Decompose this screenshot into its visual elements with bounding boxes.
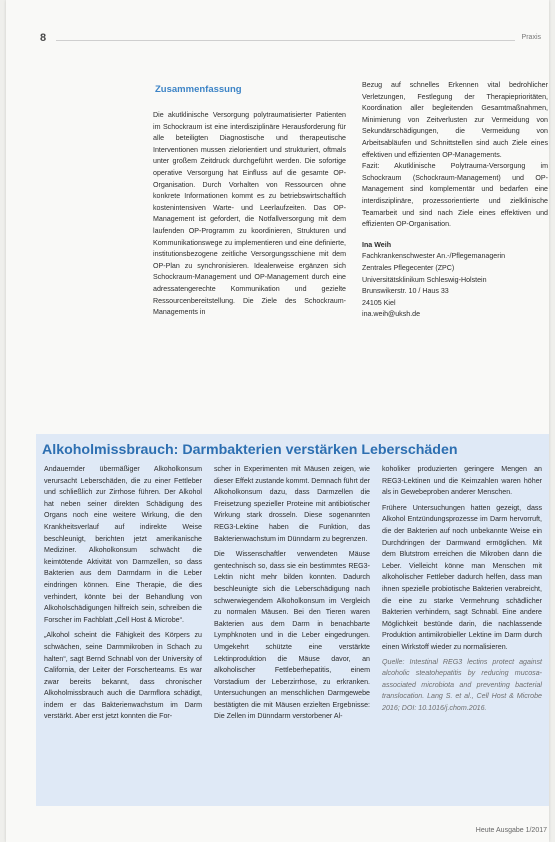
- news-box: [36, 434, 549, 806]
- news-paragraph: Frühere Untersuchungen hatten gezeigt, dass Alkohol Entzündungsprozesse im Darm hervorruft, die der Bakterien auf noch unbekannte Weise ein Durchdringen der Darmwand ermöglichen. Mit dem Blutstrom erreichen die Mikroben dann die Leber. Vielleicht könne man Menschen mit alkoholischer Fettleber dadurch helfen, dass man ihnen spezielle probiotische Bakterien verabreicht, die eine zu starke Vermehrung schädlicher Bakterien verhindern, sagt Schnabl. Eine andere Möglichkeit bestünde darin, die nachlassende Produktion antimikrobieller Lektine im Darm durch einen Wirkstoff wieder zu normalisieren.: [382, 503, 542, 651]
- summary-title: Zusammenfassung: [155, 84, 242, 95]
- summary-column-1: [153, 110, 346, 319]
- header-rule: [56, 40, 515, 41]
- news-paragraph: Andauernder übermäßiger Alkoholkonsum verursacht Leberschäden, die zu einer Fettleber und schließlich zur Zirrhose führen. Der Alkohol hat neben seiner direkten Schädigung des Organs noch eine weitere Wirkung, die den Krankheitsverlauf auf indirekte Weise beschleunigt, berichten jetzt amerikanische Mediziner. Alkoholkonsum schwächt die keimtötende Aktivität von Darmzellen, so dass Bakterien aus dem Darmdarm in die Leber eindringen können. Eine Therapie, die dies verhindert, könnte bei der Behandlung von Alkoholschädigungen hilfreich sein, schreiben die Forscher im Fachblatt „Cell Host & Microbe“.: [44, 465, 202, 624]
- summary-column-2: [362, 80, 548, 321]
- news-paragraph: koholiker produzierten geringere Mengen an REG3-Lektinen und die Keimzahlen waren höher als in Gewebeproben anderer Menschen.: [382, 465, 542, 497]
- author-street: Brunswikerstr. 10 / Haus 33: [362, 287, 449, 296]
- author-email[interactable]: ina.weih@uksh.de: [362, 310, 421, 319]
- author-city: 24105 Kiel: [362, 298, 396, 307]
- running-head: Praxis: [521, 34, 541, 41]
- news-column-1: [44, 464, 202, 723]
- author-institution: Universitätsklinikum Schleswig-Holstein: [362, 275, 487, 284]
- author-title: Fachkrankenschwester An.-/Pflegemanagerin: [362, 252, 506, 261]
- author-name: Ina Weih: [362, 240, 392, 249]
- news-box-title: Alkoholmissbrauch: Darmbakterien verstärken Leberschäden: [42, 442, 458, 458]
- news-paragraph: scher in Experimenten mit Mäusen zeigen, wie dieser Effekt zustande kommt. Demnach führt der Alkoholkonsum dazu, dass Darmzellen die Freisetzung spezieller Proteine mit antibiotischer Wirkung stark drosseln. Diese sogenannten REG3-Lektine haben die Funktion, das Bakterienwachstum im Dünndarm zu begrenzen.: [214, 465, 371, 543]
- summary-paragraph: Die akutklinische Versorgung polytraumatisierter Patienten im Schockraum ist eine interdisziplinäre Herausforderung für alle beteiligten Diagnostische und therapeutische Interventionen mussen zielorientiert und strukturiert, oftmals unter großem Zeitdruck durchgeführt werden. Die sofortige operative Versorgung hat Einfluss auf die gesamte OP-Organisation. Durch Vorhalten von Ressourcen ohne konkrete Informationen kommt es zu betriebswirtschaftlich kostenintensiven Warte- und Leerlaufzeiten. Das OP-Management ist gefordert, die Notfallversorgung mit dem laufenden OP-Programm zu koordinieren, Strukturen und Kommunikationswege zu implementieren und eine definierte, institutionsbezogene zeitliche Versorgungsschiene mit dem OP-Plan zu synchronisieren. Idealerweise ergänzen sich Schockraum-Management und OP-Management durch eine adressatengerechte Kommunikation und gezielte Ressourcenbereitstellung. Die Ziele des Schockraum-Managements in: [153, 111, 346, 317]
- page-number: 8: [40, 32, 47, 44]
- author-block: [362, 240, 548, 321]
- summary-paragraph: Bezug auf schnelles Erkennen vital bedrohlicher Verletzungen, Festlegung der Therapieprioritäten, Koordination aller begleitenden Gesamtmaßnahmen, Minimierung von Zeitverlusten zur Vermeidung von Sekundärschädigungen, die Vermeidung von Arbeitsabläufen und Schnittstellen sind auch Ziele eines effektiven und effizienten OP-Managements.: [362, 81, 548, 159]
- news-paragraph: „Alkohol scheint die Fähigkeit des Körpers zu schwächen, seine Darmmikroben in Schach zu halten“, sagt Bernd Schnabl von der University of California, der Leiter der Forscherteams. Es war zwar bereits bekannt, dass chronischer Alkoholmissbrauch auch die Darmflora schädigt, indem er das Bakterienwachstum im Darm verstärkt. Aber erst jetzt konnten die For-: [44, 631, 202, 721]
- author-department: Zentrales Pflegecenter (ZPC): [362, 263, 455, 272]
- news-column-2: [214, 464, 370, 723]
- page-footer: Heute Ausgabe 1/2017: [475, 827, 547, 834]
- news-paragraph: Die Wissenschaftler verwendeten Mäuse gentechnisch so, dass sie ein bestimmtes REG3-Lektin nicht mehr bilden konnten. Dadurch beschleunigte sich die Leberschädigung nach schwerwiegendem Alkoholkonsum im Vergleich zu normalen Mäusen. Bei den Tieren waren Bakterien aus dem Darm in benachbarte Lymphknoten und in die Leber eingedrungen. Umgekehrt schützte eine verstärkte Lektinproduktion die Mäuse davor, an alkoholischer Fettleberhepatitis, einem Vorstadium der Leberzirrhose, zu erkranken. Untersuchungen an menschlichen Darmgewebe bestätigten die mit Mäusen erzielten Ergebnisse: Die Zellen im Dünndarm verstorbener Al-: [214, 550, 370, 721]
- news-column-3: [382, 464, 542, 714]
- source-caption: Quelle: Intestinal REG3 lectins protect against alcoholic steatohepatitis by reducing mucosa-associated microbiota and preventing bacterial translocation. Lang S. et al., Cell Host & Microbe 2016; DOI: 10.1016/j.chom.2016.: [382, 657, 542, 712]
- summary-conclusion: Fazit: Akutklinische Polytrauma-Versorgung im Schockraum (Schockraum-Management) und OP-Management sind komplementär und bedarfen eine interdisziplinäre, prozessorientierte und zielklinische Teamarbeit und sind nach Ziele eines effektiven und effizienten OP-Organisation.: [362, 162, 548, 229]
